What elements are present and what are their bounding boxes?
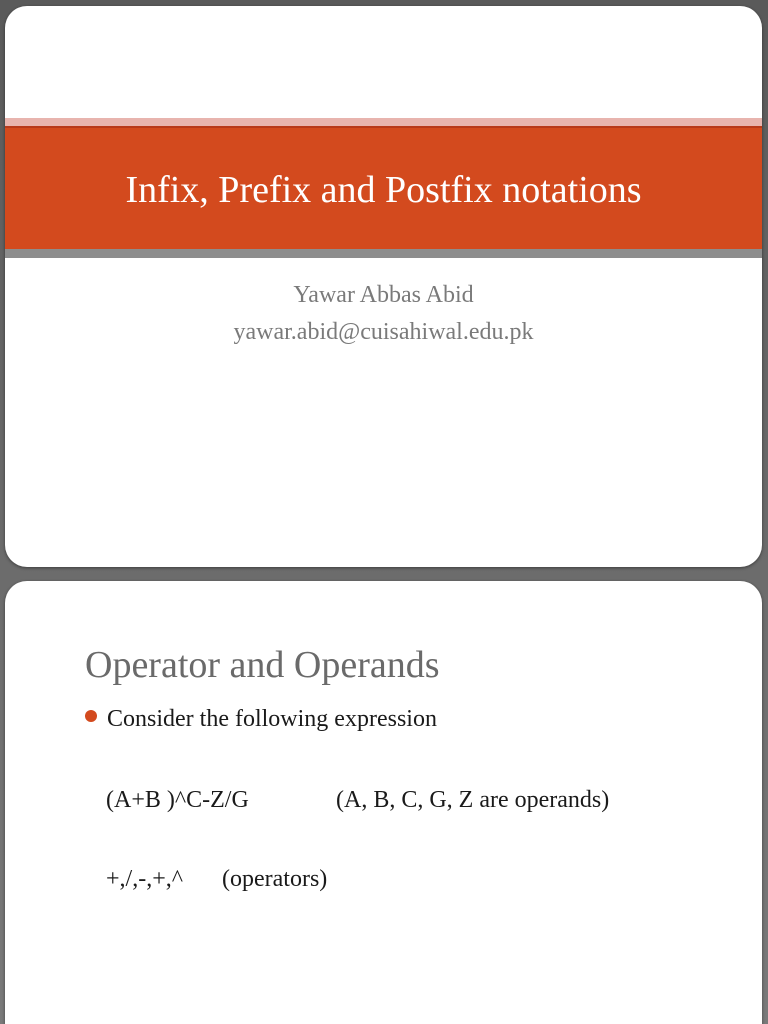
operators-text: +,/,-,+,^: [106, 866, 183, 892]
slide-heading: Operator and Operands: [85, 644, 440, 686]
bullet-dot-icon: [85, 710, 97, 722]
title-band-shadow: [5, 249, 762, 258]
bullet-item: [85, 704, 437, 734]
expression-note: (A, B, C, G, Z are operands): [336, 787, 610, 813]
title-band-highlight: [5, 118, 762, 126]
expression-text: (A+B )^C-Z/G: [106, 787, 249, 813]
content-slide: [5, 581, 762, 1024]
author-name: Yawar Abbas Abid: [293, 282, 474, 308]
slide-title: Infix, Prefix and Postfix notations: [125, 169, 642, 211]
author-email: yawar.abid@cuisahiwal.edu.pk: [233, 319, 534, 345]
title-slide: [5, 6, 762, 567]
operators-note: (operators): [222, 866, 328, 892]
bullet-text: Consider the following expression: [107, 706, 437, 732]
